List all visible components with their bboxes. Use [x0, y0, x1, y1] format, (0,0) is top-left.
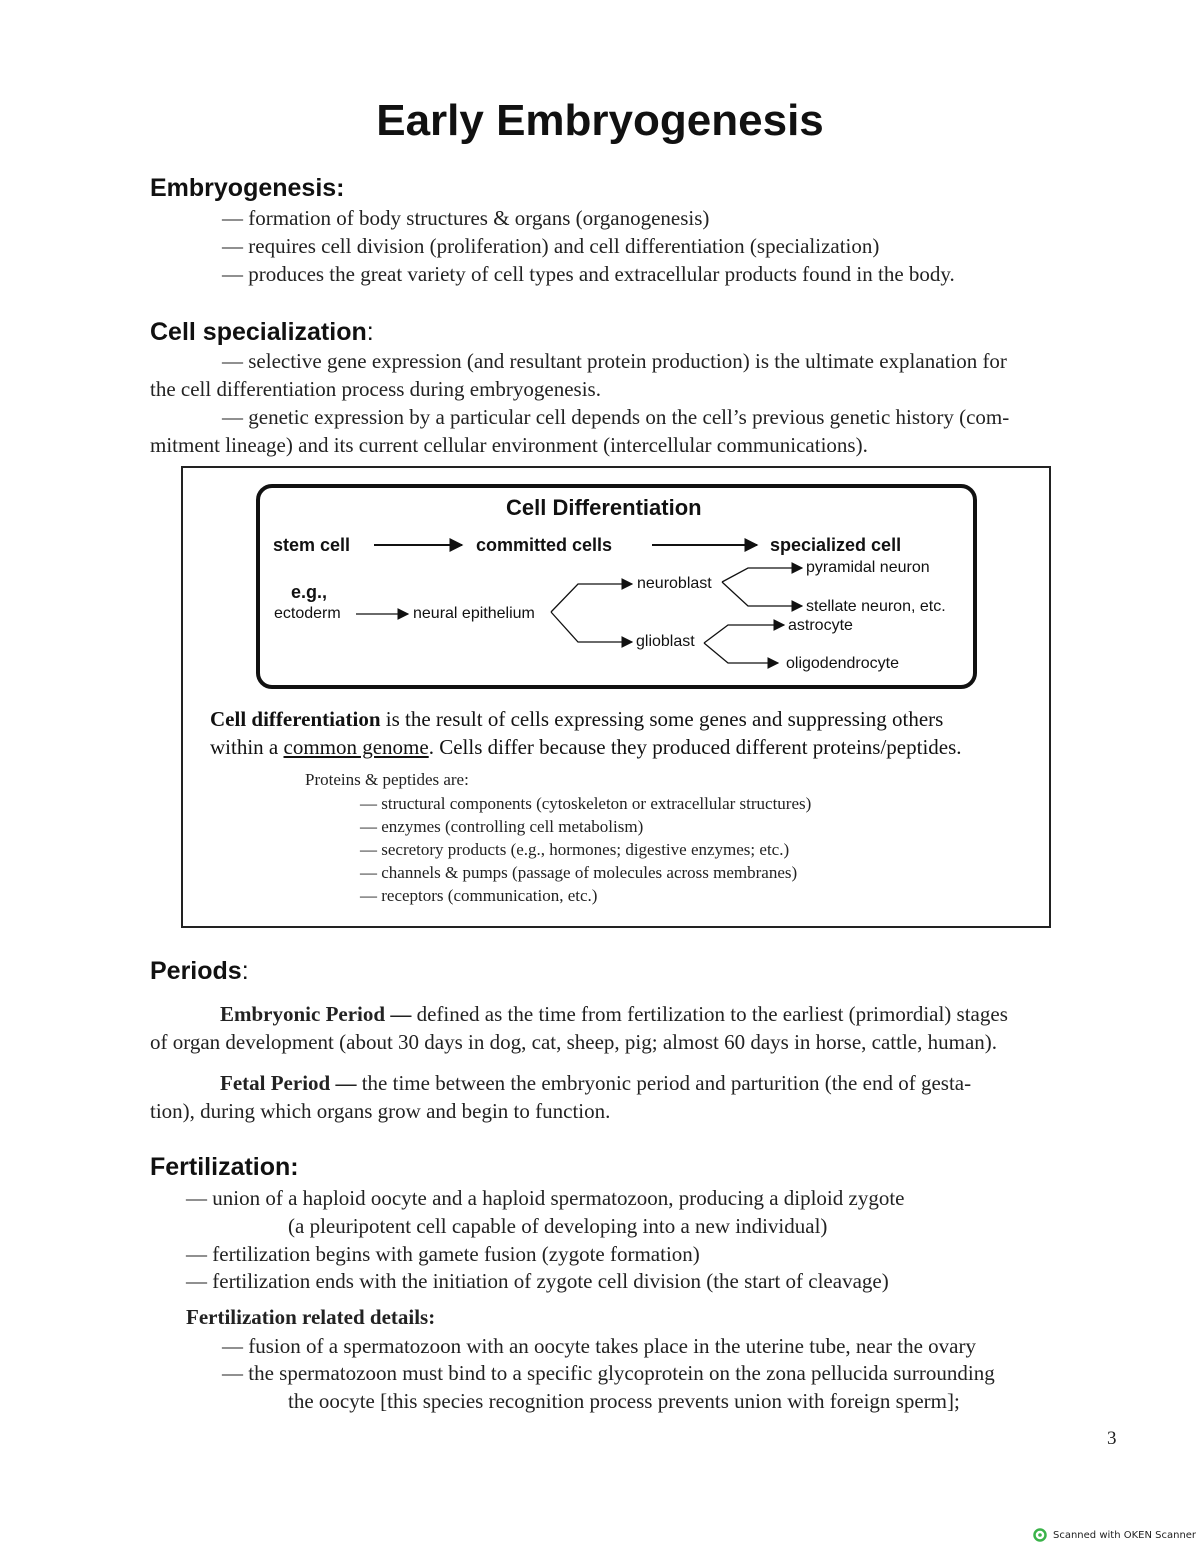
- page-title: Early Embryogenesis: [376, 96, 824, 145]
- fertilization-heading: Fertilization:: [150, 1153, 299, 1181]
- periods-heading: [150, 957, 249, 986]
- fetal-period-line1: [220, 1069, 971, 1097]
- diagram-ectoderm: ectoderm: [274, 605, 341, 622]
- scanner-watermark: [1033, 1528, 1196, 1542]
- embryogenesis-item-1: — formation of body structures & organs (organogenesis): [222, 206, 710, 230]
- fertilization-detail-2: — the spermatozoon must bind to a specific glycoprotein on the zona pellucida surrounding: [222, 1361, 995, 1385]
- proteins-heading: Proteins & peptides are:: [305, 770, 469, 789]
- differentiation-note-line2-pre: within a: [210, 735, 284, 759]
- embryonic-period-text: defined as the time from fertilization to the earliest (primordial) stages: [411, 1002, 1008, 1026]
- specialization-p1-line1: — selective gene expression (and resultant protein production) is the ultimate explanation for: [222, 349, 1007, 373]
- scanner-label: Scanned with OKEN Scanner: [1053, 1529, 1197, 1541]
- diagram-committed-cells: committed cells: [476, 535, 613, 555]
- embryogenesis-item-2: — requires cell division (proliferation) and cell differentiation (specialization): [222, 234, 880, 258]
- diagram-oligodendrocyte: oligodendrocyte: [786, 655, 899, 672]
- fertilization-details-heading: Fertilization related details:: [186, 1305, 436, 1329]
- differentiation-note-line2: [210, 735, 962, 760]
- fertilization-item-1: — union of a haploid oocyte and a haploid spermatozoon, producing a diploid zygote: [186, 1186, 905, 1210]
- embryonic-period-label: Embryonic Period —: [220, 1002, 412, 1026]
- oken-logo-icon: [1033, 1528, 1047, 1542]
- fetal-period-line2: tion), during which organs grow and begin to function.: [150, 1099, 611, 1123]
- diagram-neuroblast: neuroblast: [637, 575, 712, 592]
- fertilization-detail-2-cont: the oocyte [this species recognition process prevents union with foreign sperm];: [288, 1389, 960, 1413]
- diagram-glioblast: glioblast: [636, 633, 695, 650]
- diagram-eg: e.g.,: [291, 582, 328, 602]
- specialization-p2-line2: mitment lineage) and its current cellular environment (intercellular communications).: [150, 433, 868, 457]
- diagram-specialized-cell: specialized cell: [770, 535, 902, 555]
- fetal-period-text: the time between the embryonic period and parturition (the end of gesta-: [356, 1071, 972, 1095]
- diagram-title: Cell Differentiation: [506, 495, 702, 520]
- branch-neural-to-neuroblast: [551, 584, 632, 612]
- diagram-astrocyte: astrocyte: [788, 617, 853, 634]
- fertilization-item-1-cont: (a pleuripotent cell capable of developing into a new individual): [288, 1214, 828, 1238]
- specialization-p2-line1: — genetic expression by a particular cell depends on the cell’s previous genetic history (com-: [222, 405, 1010, 429]
- branch-neuroblast-to-stellate: [722, 582, 802, 606]
- embryonic-period-line2: of organ development (about 30 days in dog, cat, sheep, pig; almost 60 days in horse, cattle, human).: [150, 1030, 998, 1054]
- protein-item-3: — secretory products (e.g., hormones; digestive enzymes; etc.): [360, 840, 790, 859]
- differentiation-note-line1-rest: is the result of cells expressing some genes and suppressing others: [380, 707, 944, 731]
- fertilization-detail-1: — fusion of a spermatozoon with an oocyte takes place in the uterine tube, near the ovary: [222, 1334, 976, 1358]
- protein-item-4: — channels & pumps (passage of molecules across membranes): [360, 863, 798, 882]
- branch-neuroblast-to-pyramidal: [722, 568, 802, 582]
- fetal-period-label: Fetal Period —: [220, 1071, 357, 1095]
- specialization-heading-colon: :: [366, 318, 374, 346]
- specialization-heading-text: Cell specialization: [150, 318, 367, 346]
- embryogenesis-item-3: — produces the great variety of cell types and extracellular products found in the body.: [222, 262, 955, 286]
- periods-heading-text: Periods: [150, 957, 242, 985]
- embryonic-period-line1: [220, 1000, 1008, 1028]
- common-genome-term: common genome: [283, 735, 429, 759]
- branch-glioblast-to-oligodendrocyte: [704, 643, 778, 663]
- differentiation-note-line1: [210, 707, 943, 732]
- fertilization-item-3: — fertilization ends with the initiation of zygote cell division (the start of cleavage): [186, 1269, 889, 1293]
- protein-item-2: — enzymes (controlling cell metabolism): [360, 817, 644, 836]
- specialization-p1-line2: the cell differentiation process during embryogenesis.: [150, 377, 601, 401]
- protein-item-5: — receptors (communication, etc.): [360, 886, 598, 905]
- embryogenesis-heading: Embryogenesis:: [150, 174, 345, 202]
- branch-glioblast-to-astrocyte: [704, 625, 784, 643]
- fertilization-item-2: — fertilization begins with gamete fusion (zygote formation): [186, 1242, 700, 1266]
- protein-item-1: — structural components (cytoskeleton or extracellular structures): [360, 794, 812, 813]
- periods-heading-colon: :: [241, 957, 249, 985]
- diagram-pyramidal-neuron: pyramidal neuron: [806, 559, 930, 576]
- differentiation-note-bold: Cell differentiation: [210, 707, 381, 731]
- differentiation-note-line2-rest: . Cells differ because they produced different proteins/peptides.: [428, 735, 962, 759]
- page-number: 3: [1107, 1428, 1117, 1449]
- diagram-neural-epithelium: neural epithelium: [413, 605, 535, 622]
- diagram-stem-cell: stem cell: [273, 535, 351, 555]
- branch-neural-to-glioblast: [551, 612, 632, 642]
- diagram-stellate-neuron: stellate neuron, etc.: [806, 598, 946, 615]
